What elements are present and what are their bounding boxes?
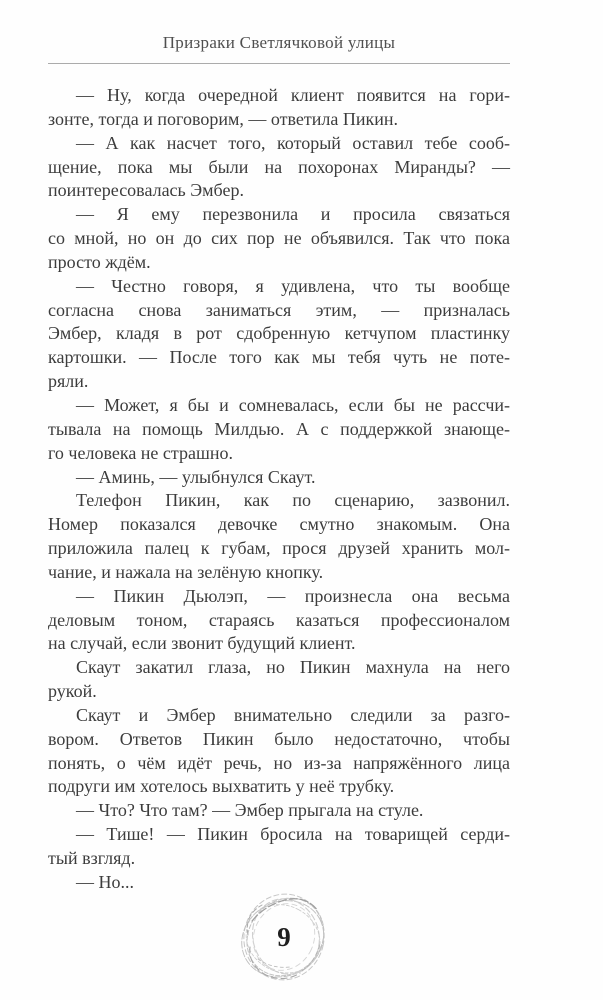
text-line: поинтересовалась Эмбер. [48,180,244,201]
text-line: рукой. [48,681,97,702]
paragraph [48,656,510,704]
text-line: согласна снова заниматься этим, — призналась [48,299,510,320]
text-line: Скаут закатил глаза, но Пикин махнула на него [76,657,510,678]
text-line: — Пикин Дьюлэп, — произнесла она весьма [76,585,510,606]
text-line: — А как насчет того, который оставил тебе сооб- [76,132,510,153]
text-line: ряли. [48,371,89,392]
paragraph [48,394,510,466]
paragraph [48,823,510,871]
text-line: вором. Ответов Пикин было недостаточно, чтобы [48,728,510,749]
text-line: просто ждём. [48,251,151,272]
text-line: — Но... [76,871,134,892]
text-line: понять, о чём идёт речь, но из-за напряжённого лица [48,752,510,773]
text-line: подруги им хотелось выхватить у неё трубку. [48,776,395,797]
text-line: со мной, но он до сих пор не объявился. Так что пока [48,228,510,249]
text-line: — Честно говоря, я удивлена, что ты вообще [76,275,510,296]
text-line: Скаут и Эмбер внимательно следили за разго- [76,704,510,725]
paragraph [48,84,510,132]
text-line: приложила палец к губам, прося друзей хранить мол- [48,538,510,559]
paragraph [48,132,510,204]
paragraph [48,203,510,275]
text-line: деловым тоном, стараясь казаться профессионалом [48,609,510,630]
text-line: Номер показался девочке смутно знакомым. Она [48,514,510,535]
text-line: зонте, тогда и поговорим, — ответила Пикин. [48,108,398,129]
page-number-ornament [232,885,336,989]
text-line: щение, пока мы были на похоронах Миранды? — [48,156,510,177]
text-line: — Аминь, — улыбнулся Скаут. [76,466,316,487]
text-line: — Что? Что там? — Эмбер прыгала на стуле. [76,800,424,821]
body-text [48,84,510,895]
text-line: Телефон Пикин, как по сценарию, зазвонил. [76,490,510,511]
paragraph [48,585,510,657]
text-line: картошки. — После того как мы тебя чуть не поте- [48,347,510,368]
text-line: — Ну, когда очередной клиент появится на гори- [76,85,510,105]
paragraph [48,275,510,394]
text-line: тывала на помощь Милдью. А с поддержкой знающе- [48,418,510,439]
text-line: — Может, я бы и сомневалась, если бы не рассчи- [76,394,510,415]
running-header-title: Призраки Светлячковой улицы [162,33,396,52]
text-line: Эмбер, кладя в рот сдобренную кетчупом пластинку [48,323,510,344]
text-line: го человека не страшно. [48,442,233,463]
text-line: — Тише! — Пикин бросила на товарищей серди- [76,824,510,845]
text-line: — Я ему перезвонила и просила связаться [76,204,510,225]
text-line: тый взгляд. [48,848,136,868]
paragraph [48,489,510,584]
paragraph [48,799,510,823]
header-divider [48,63,510,64]
paragraph [48,704,510,799]
text-line: чание, и нажала на зелёную кнопку. [48,561,324,582]
paragraph [48,466,510,490]
page-number: 9 [277,921,291,952]
text-line: на случай, если звонит будущий клиент. [48,633,356,654]
